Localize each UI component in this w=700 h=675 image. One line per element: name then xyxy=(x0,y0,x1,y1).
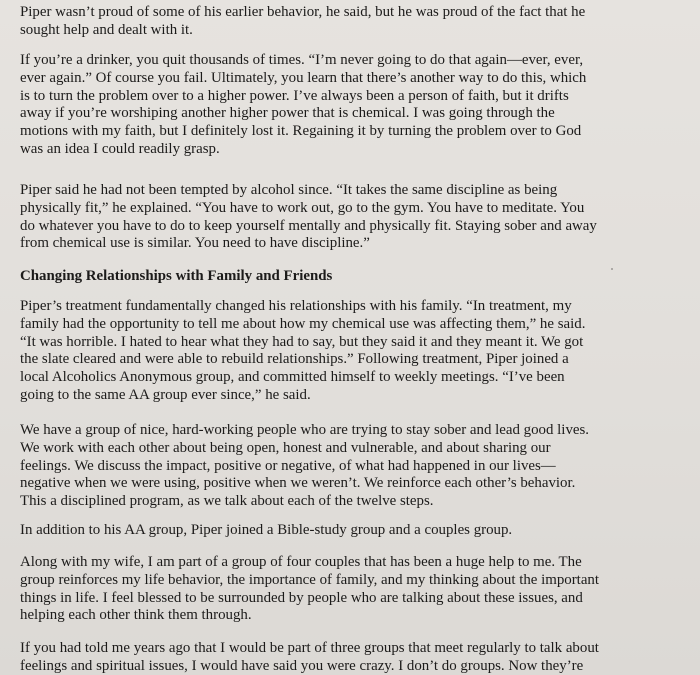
paragraph-8: If you had told me years ago that I would be part of three groups that meet regularly to talk about feelings and spiritual issues, I would have said you were crazy. I don’t do groups. Now they’re xyxy=(20,640,599,674)
section-heading: Changing Relationships with Family and Friends xyxy=(20,268,333,284)
paragraph-1: Piper wasn’t proud of some of his earlier behavior, he said, but he was proud of the fact that he sought help and dealt with it. xyxy=(20,4,586,38)
paragraph-7: Along with my wife, I am part of a group of four couples that has been a huge help to me. The group reinforces my life behavior, the importance of family, and my thinking about the important things in life. I feel blessed to be surrounded by people who are talking about these issues, and helping each other think them through. xyxy=(20,554,600,624)
paragraph-2: If you’re a drinker, you quit thousands of times. “I’m never going to do that again—ever, ever, ever again.” Of course you fail. Ultimately, you learn that there’s another way to do this, which is to turn the problem over to a higher power. I’ve always been a person of faith, but it drifts away if you’re worshiping another higher power that is chemical. I was going through the motions with my faith, but I definitely lost it. Regaining it by turning the problem over to God was an idea I could readily grasp. xyxy=(20,52,587,157)
paragraph-6: In addition to his AA group, Piper joined a Bible-study group and a couples group. xyxy=(20,522,513,538)
paragraph-4: Piper’s treatment fundamentally changed his relationships with his family. “In treatment, my family had the opportunity to tell me about how my chemical use was affecting them,” he said. “It was horrible. I hated to hear what they had to say, but they said it and they meant it. We got the slate cleared and were able to rebuild relationships.” Following treatment, Piper joined a local Alcoholics Anonymous group, and committed himself to weekly meetings. “I’ve been going to the same AA group ever since,” he said. xyxy=(20,298,586,403)
paper-speck xyxy=(611,268,613,270)
paragraph-3: Piper said he had not been tempted by alcohol since. “It takes the same discipline as being physically fit,” he explained. “You have to work out, go to the gym. You have to meditate. You do whatever you have to do to keep yourself mentally and physically fit. Staying sober and away from chemical use is similar. You need to have discipline.” xyxy=(20,182,597,252)
paragraph-5: We have a group of nice, hard-working people who are trying to stay sober and lead good lives. We work with each other about being open, honest and vulnerable, and about sharing our feelings. We discuss the impact, positive or negative, of what had happened in our lives— negative when we were using, positive when we weren’t. We reinforce each other’s behavior. This a disciplined program, as we talk about each of the twelve steps. xyxy=(20,422,590,510)
